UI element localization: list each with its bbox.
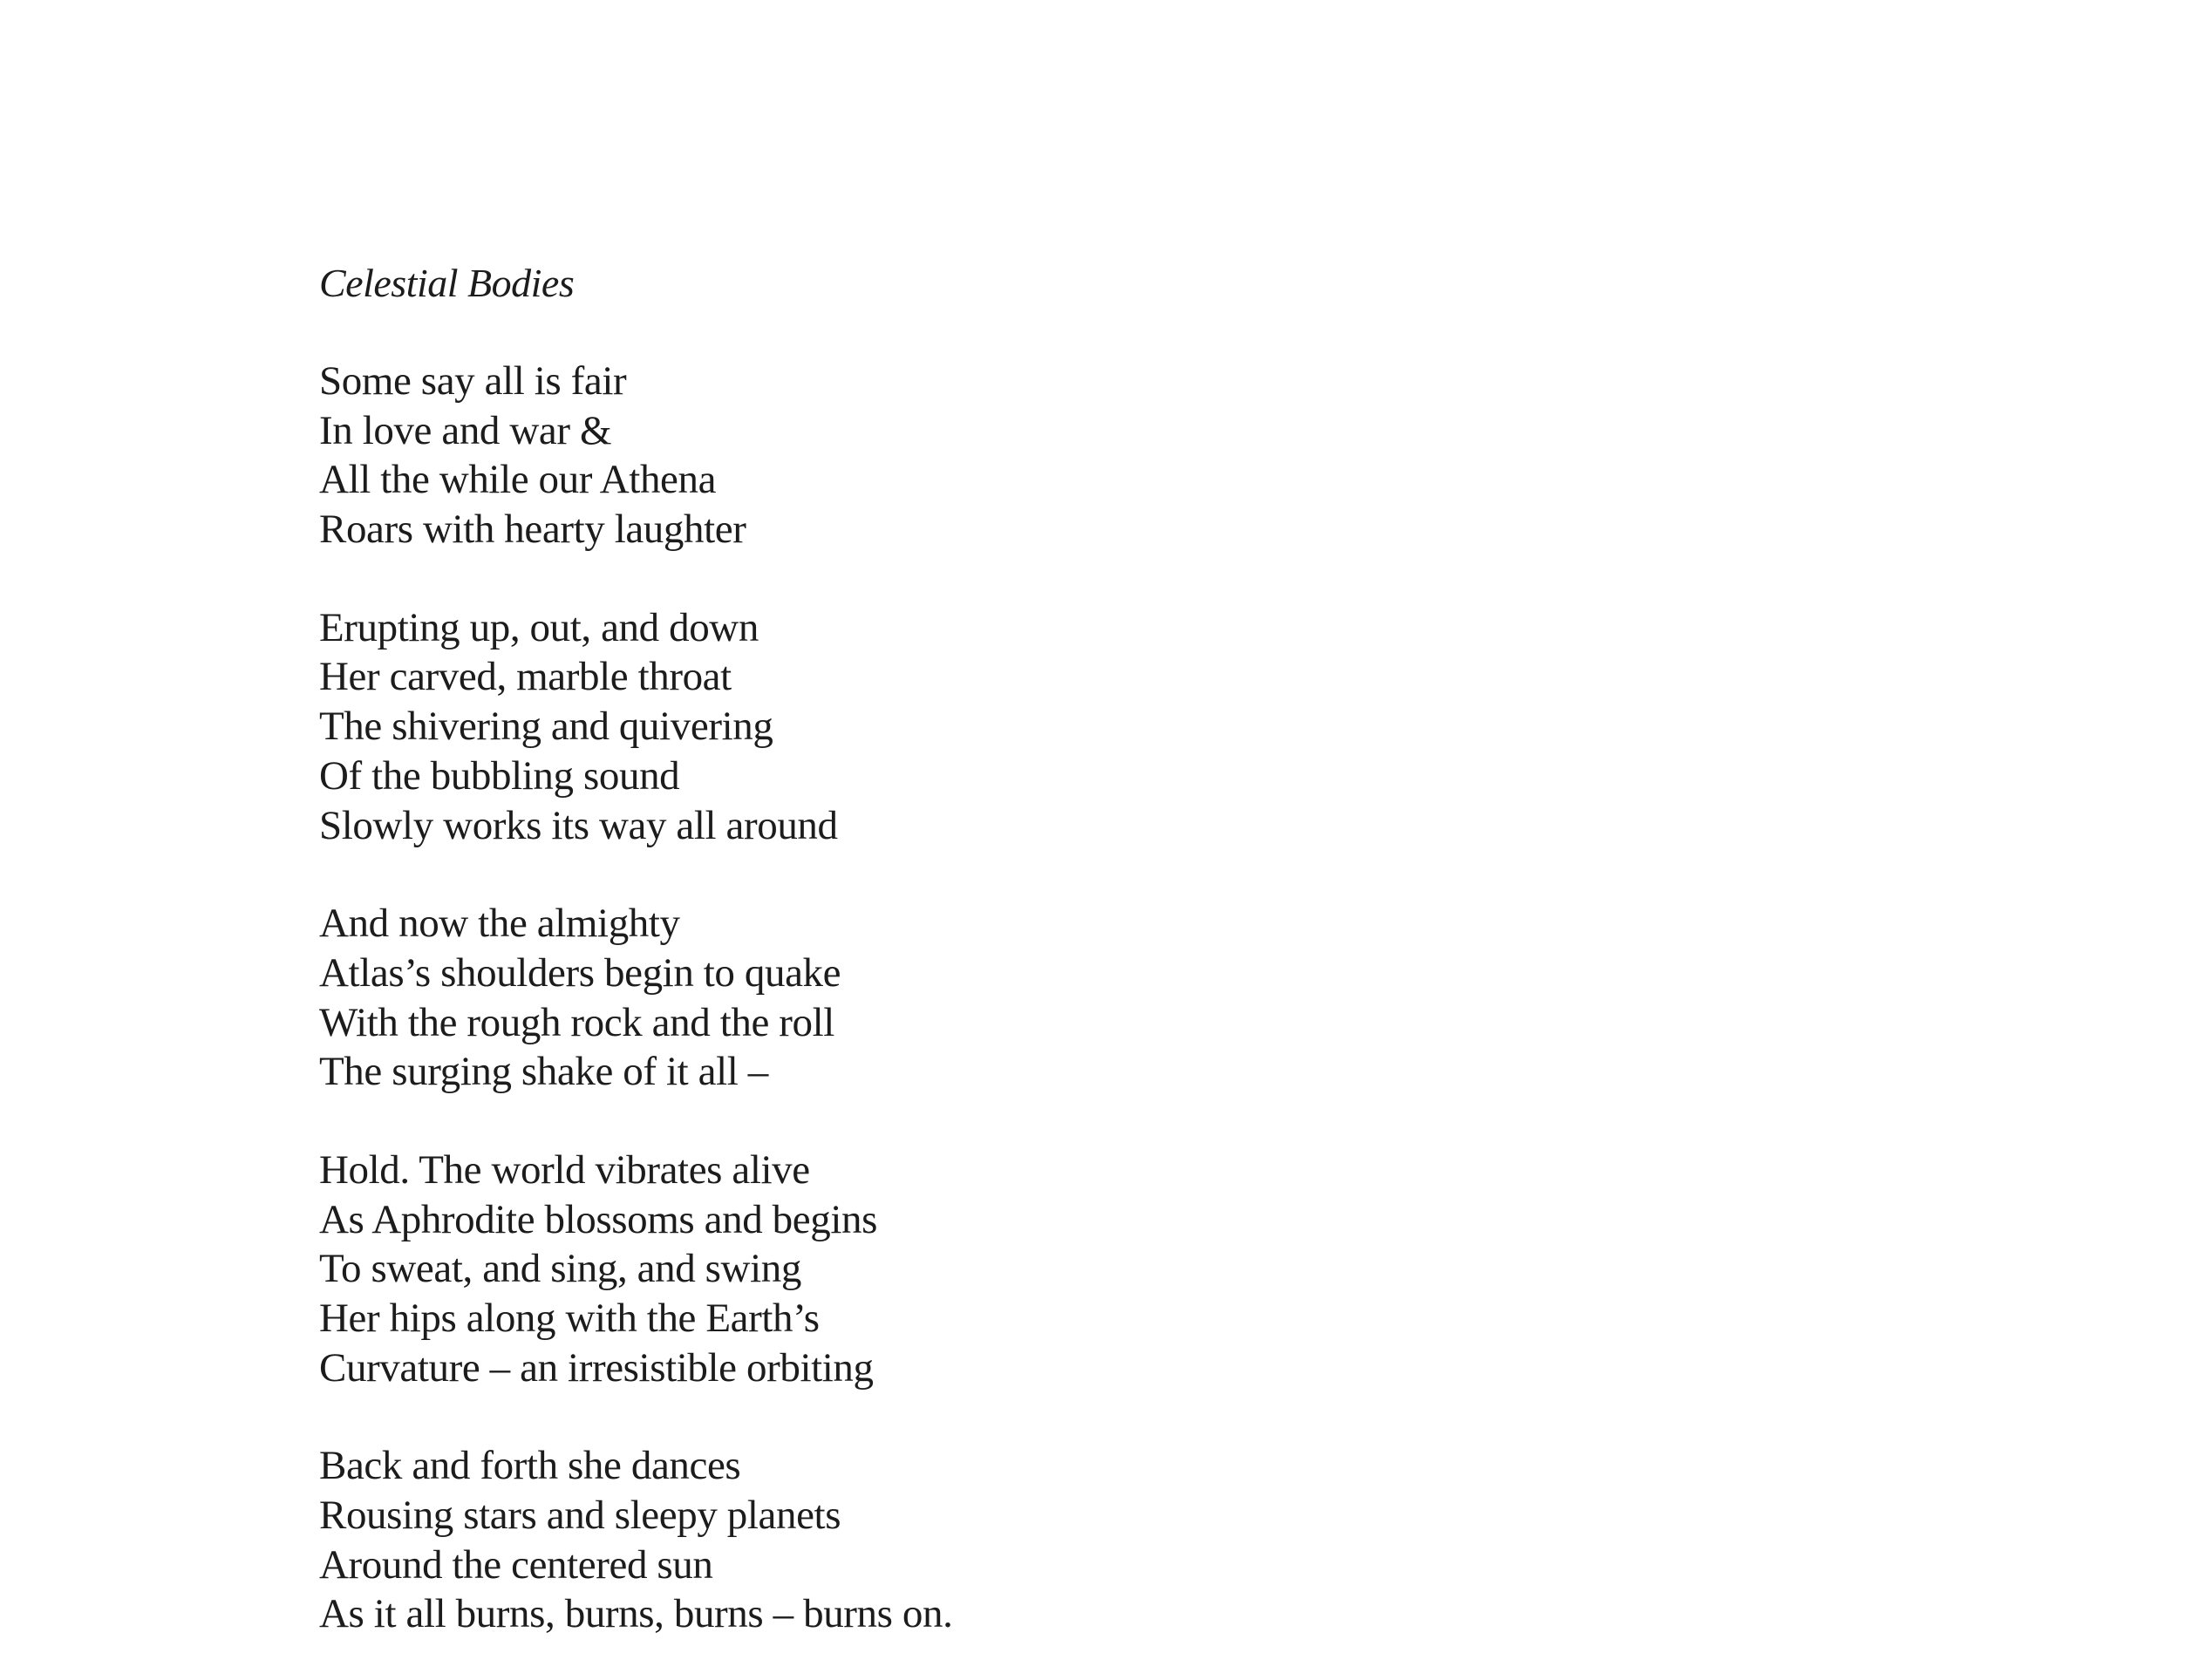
poem-line: Roars with hearty laughter <box>319 507 746 553</box>
poem-line: To sweat, and sing, and swing <box>319 1246 801 1292</box>
poem-line: With the rough rock and the roll <box>319 999 834 1045</box>
poem-line: Rousing stars and sleepy planets <box>319 1493 841 1539</box>
poem-line: In love and war & <box>319 407 612 453</box>
poem-line: Curvature – an irresistible orbiting <box>319 1344 874 1391</box>
poem-line: Erupting up, out, and down <box>319 604 759 650</box>
poem-line: Hold. The world vibrates alive <box>319 1146 810 1193</box>
poem-line: Back and forth she dances <box>319 1443 741 1489</box>
poem-line: Around the centered sun <box>319 1541 713 1588</box>
stanza-4 <box>319 1146 952 1392</box>
poem-line: Her hips along with the Earth’s <box>319 1296 820 1341</box>
poem-title: Celestial Bodies <box>319 261 575 305</box>
stanza-1 <box>319 357 952 554</box>
poem-line: Atlas’s shoulders begin to quake <box>319 949 841 996</box>
poem-line: Some say all is fair <box>319 358 627 404</box>
stanza-5 <box>319 1441 952 1639</box>
stanza-3 <box>319 899 952 1097</box>
poem-line: The shivering and quivering <box>319 704 773 750</box>
stanza-2 <box>319 603 952 850</box>
poem <box>319 258 952 1639</box>
poem-line: As it all burns, burns, burns – burns on. <box>319 1591 953 1637</box>
poem-line: Of the bubbling sound <box>319 752 680 799</box>
poem-line: And now the almighty <box>319 901 680 947</box>
poem-line: Slowly works its way all around <box>319 802 838 848</box>
poem-line: The surging shake of it all – <box>319 1049 768 1095</box>
poem-line: Her carved, marble throat <box>319 654 732 700</box>
poem-line: As Aphrodite blossoms and begins <box>319 1196 877 1242</box>
poem-line: All the while our Athena <box>319 457 717 503</box>
